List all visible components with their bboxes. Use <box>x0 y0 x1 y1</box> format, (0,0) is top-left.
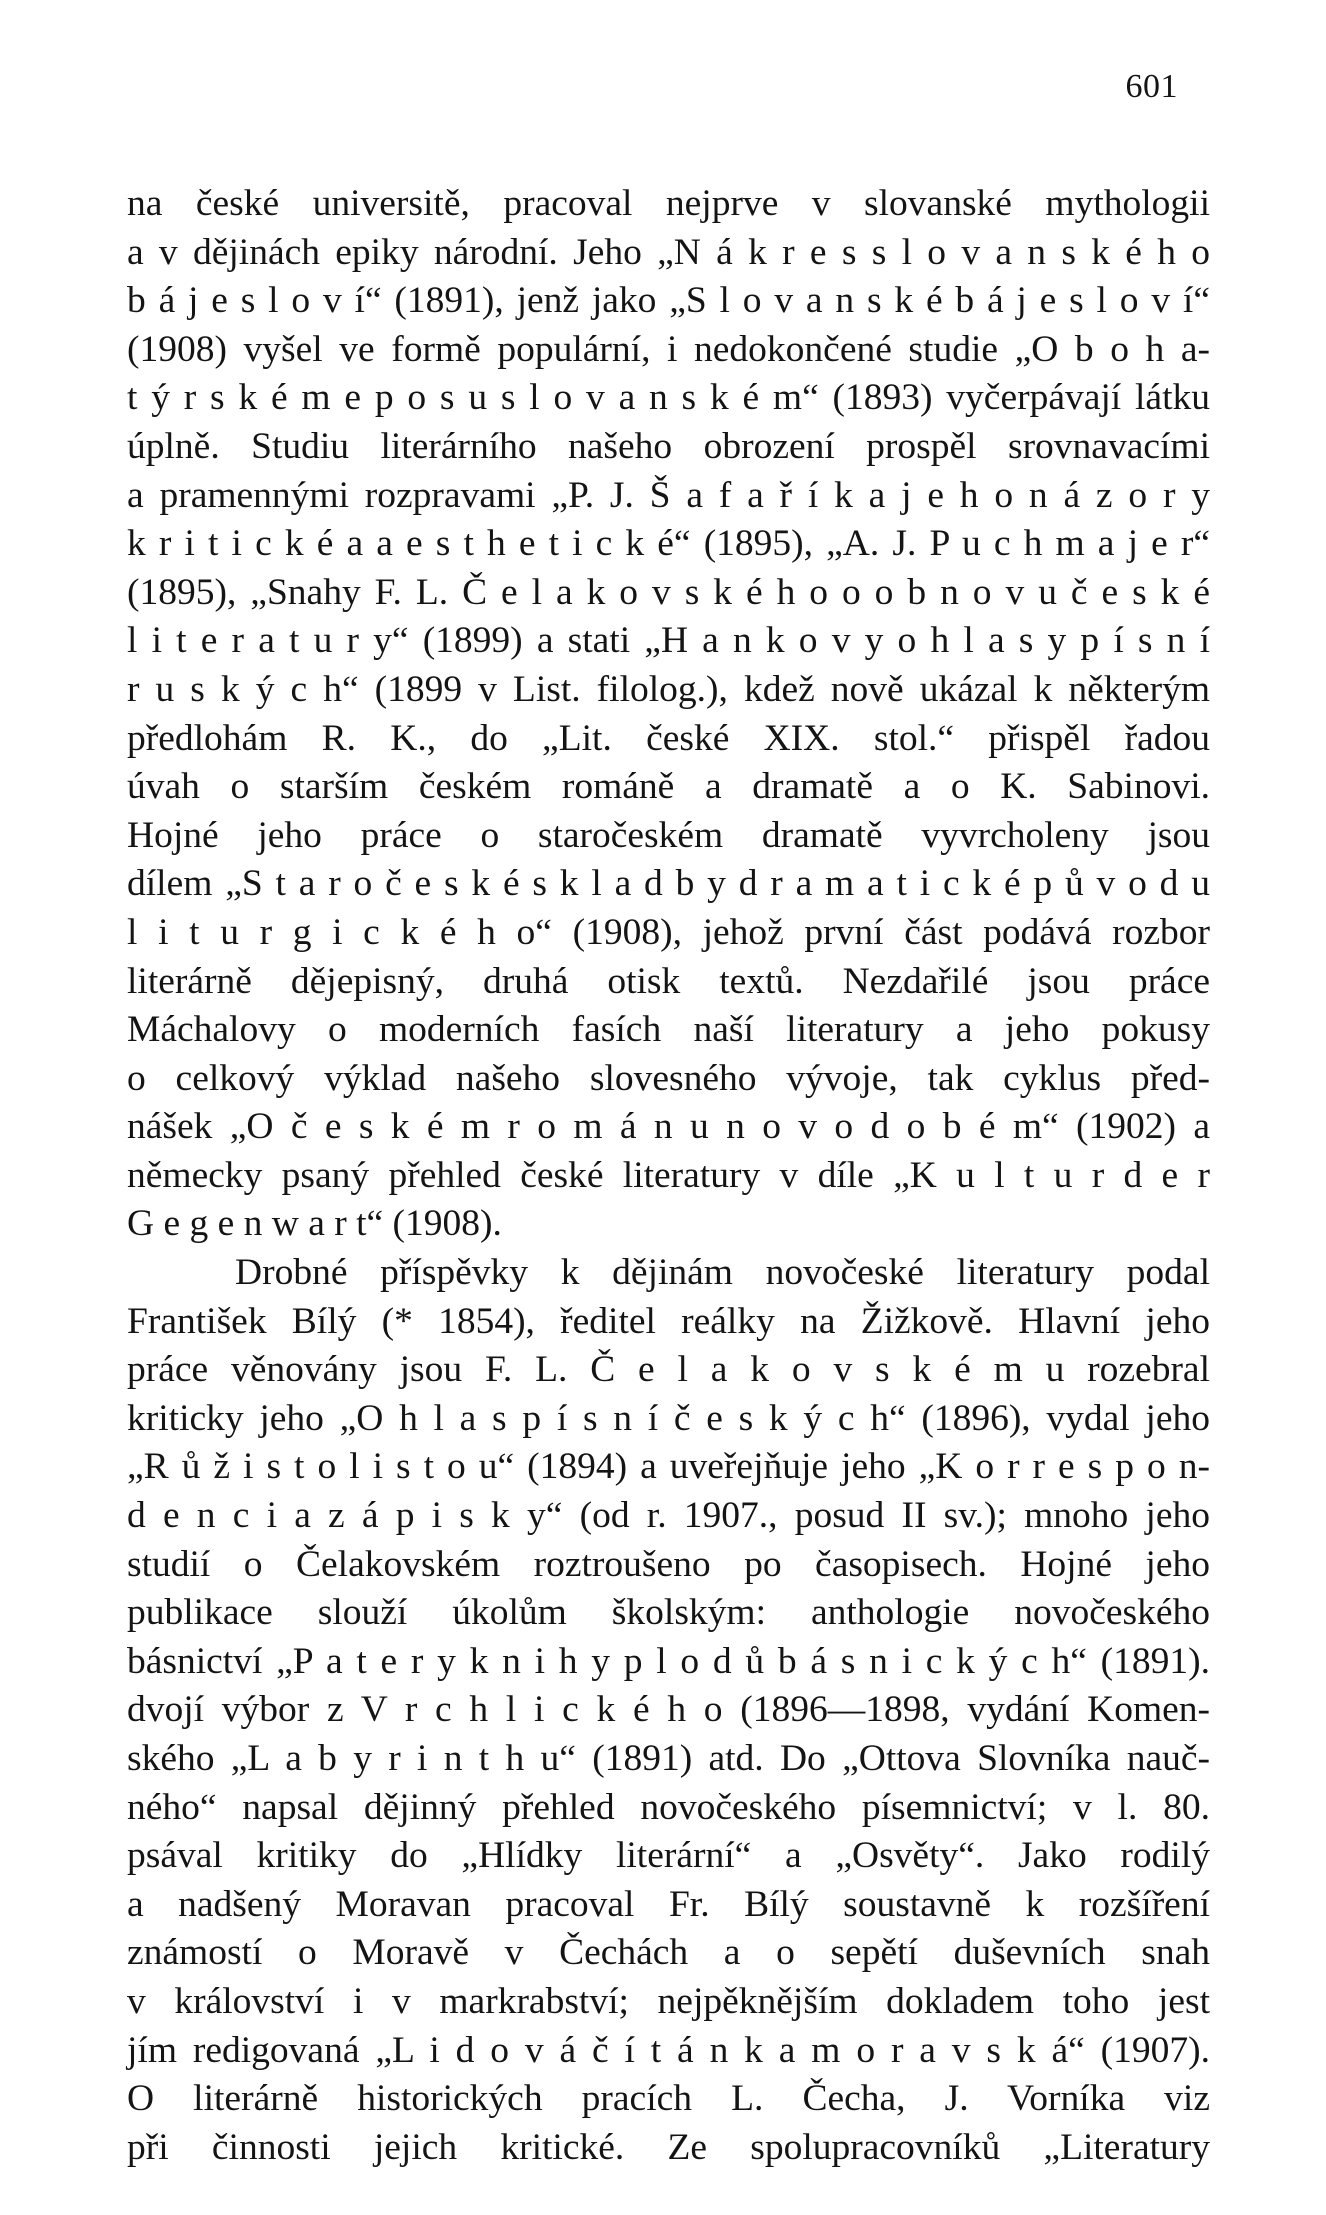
text-line: a pramennými rozpravami „P. J. Š a f a ř í k a j e h o n á z o r y <box>127 474 1210 516</box>
text-line: František Bílý (* 1854), ředitel reálky na Žižkově. Hlavní jeho <box>127 1300 1210 1342</box>
text-line: v království i v markrabství; nejpěknějším dokladem toho jest <box>127 1980 1210 2022</box>
text-line: a nadšený Moravan pracoval Fr. Bílý soustavně k rozšíření <box>127 1883 1210 1925</box>
text-line: „R ů ž i s t o l i s t o u“ (1894) a uveřejňuje jeho „K o r r e s p o n- <box>127 1446 1210 1488</box>
text-line: O literárně historických pracích L. Čecha, J. Vorníka viz <box>127 2078 1210 2120</box>
text-line: jím redigovaná „L i d o v á č í t á n k a m o r a v s k á“ (1907). <box>127 2029 1210 2071</box>
text-line: (1895), „Snahy F. L. Č e l a k o v s k é h o o o b n o v u č e s k é <box>127 571 1210 613</box>
text-line: o celkový výklad našeho slovesného vývoje, tak cyklus před- <box>127 1057 1210 1099</box>
text-line: ného“ napsal dějinný přehled novočeského písemnictví; v l. 80. <box>127 1786 1210 1828</box>
text-line: práce věnovány jsou F. L. Č e l a k o v s k é m u rozebral <box>127 1349 1210 1391</box>
paragraph-start-line: Drobné příspěvky k dějinám novočeské literatury podal <box>235 1252 1210 1294</box>
text-line: k r i t i c k é a a e s t h e t i c k é“ (1895), „A. J. P u c h m a j e r“ <box>127 523 1210 565</box>
text-line: r u s k ý c h“ (1899 v List. filolog.), kdež nově ukázal k některým <box>127 668 1210 710</box>
text-line: ského „L a b y r i n t h u“ (1891) atd. Do „Ottova Slovníka nauč- <box>127 1738 1210 1779</box>
text-line: dílem „S t a r o č e s k é s k l a d b y d r a m a t i c k é p ů v o d u <box>127 863 1210 905</box>
paragraph-end-line: G e g e n w a r t“ (1908). <box>127 1203 502 1245</box>
text-line: d e n c i a z á p i s k y“ (od r. 1907., posud II sv.); mnoho jeho <box>127 1495 1210 1537</box>
text-line: Hojné jeho práce o staročeském dramatě vyvrcholeny jsou <box>127 814 1210 856</box>
text-line: známostí o Moravě v Čechách a o sepětí duševních snah <box>127 1932 1210 1974</box>
page-number: 601 <box>1125 68 1178 105</box>
text-line: dvojí výbor z V r c h l i c k é h o (1896—1898, vydání Komen- <box>127 1689 1210 1731</box>
text-line: básnictví „P a t e r y k n i h y p l o d ů b á s n i c k ý c h“ (1891). <box>127 1640 1210 1682</box>
text-line: úvah o starším českém románě a dramatě a o K. Sabinovi. <box>127 766 1210 808</box>
text-line: německy psaný přehled české literatury v díle „K u l t u r d e r <box>127 1154 1210 1196</box>
text-line: l i t u r g i c k é h o“ (1908), jehož první část podává rozbor <box>127 911 1210 953</box>
text-line: a v dějinách epiky národní. Jeho „N á k r e s s l o v a n s k é h o <box>127 231 1210 273</box>
text-line: nášek „O č e s k é m r o m á n u n o v o d o b é m“ (1902) a <box>127 1106 1210 1148</box>
text-line: studií o Čelakovském roztroušeno po časopisech. Hojné jeho <box>127 1543 1210 1585</box>
text-line: kriticky jeho „O h l a s p í s n í č e s k ý c h“ (1896), vydal jeho <box>127 1397 1210 1439</box>
text-line: (1908) vyšel ve formě populární, i nedokončené studie „O b o h a- <box>127 328 1210 370</box>
text-line: publikace slouží úkolům školským: anthologie novočeského <box>127 1592 1210 1634</box>
text-line: l i t e r a t u r y“ (1899) a stati „H a n k o v y o h l a s y p í s n í <box>127 620 1210 662</box>
text-line: úplně. Studiu literárního našeho obrození prospěl srovnavacími <box>127 425 1210 467</box>
text-line: Máchalovy o moderních fasích naší literatury a jeho pokusy <box>127 1009 1210 1051</box>
body-text <box>127 180 1210 2172</box>
text-line: literárně dějepisný, druhá otisk textů. Nezdařilé jsou práce <box>127 960 1210 1002</box>
text-line: při činnosti jejich kritické. Ze spolupracovníků „Literatury <box>127 2126 1210 2168</box>
text-line: předlohám R. K., do „Lit. české XIX. stol.“ přispěl řadou <box>127 717 1210 759</box>
text-line: na české universitě, pracoval nejprve v slovanské mythologii <box>127 183 1210 224</box>
text-line: psával kritiky do „Hlídky literární“ a „Osvěty“. Jako rodilý <box>127 1835 1210 1877</box>
text-line: b á j e s l o v í“ (1891), jenž jako „S l o v a n s k é b á j e s l o v í“ <box>127 280 1210 322</box>
text-line: t ý r s k é m e p o s u s l o v a n s k é m“ (1893) vyčerpávají látku <box>127 377 1210 419</box>
